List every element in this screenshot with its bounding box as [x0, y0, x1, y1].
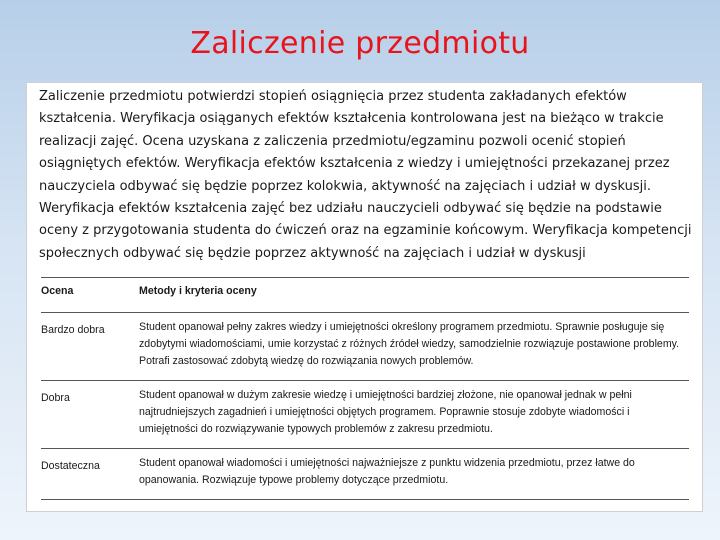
document-panel [26, 82, 703, 512]
grade-cell: Dobra [41, 381, 139, 449]
slide-title: Zaliczenie przedmiotu [190, 26, 530, 61]
table-row [41, 449, 689, 500]
header-grade: Ocena [41, 278, 139, 313]
grade-cell: Bardzo dobra [41, 313, 139, 381]
grading-table [41, 277, 689, 500]
table-header-row [41, 278, 689, 313]
criteria-cell: Student opanował wiadomości i umiejętności najważniejsze z punktu widzenia przedmiotu, przez łatwe do opanowania. Rozwiązuje typowe problemy dotyczące przedmiotu. [139, 449, 689, 500]
header-criteria: Metody i kryteria oceny [139, 278, 689, 313]
table-row [41, 313, 689, 381]
table-row [41, 381, 689, 449]
criteria-cell: Student opanował pełny zakres wiedzy i umiejętności określony programem przedmiotu. Sprawnie posługuje się zdobytymi wiadomościami, umie korzystać z różnych źródeł wiedzy, samodzielnie rozwiązuje postawione problemy. Potrafi zastosować zdobytą wiedzę do rozwiązania nowych problemów. [139, 313, 689, 381]
criteria-cell: Student opanował w dużym zakresie wiedzę i umiejętności bardziej złożone, nie opanował jednak w pełni najtrudniejszych zagadnień i umiejętności objętych programem. Poprawnie stosuje zdobyte wiadomości i umiejętności do rozwiązywanie typowych problemów z zakresu przedmiotu. [139, 381, 689, 449]
grade-cell: Dostateczna [41, 449, 139, 500]
intro-paragraph: Zaliczenie przedmiotu potwierdzi stopień osiągnięcia przez studenta zakładanych efektów kształcenia. Weryfikacja osiąganych efektów kształcenia kontrolowana jest na bieżąco w trakcie realizacji zajęć. Ocena uzyskana z zaliczenia przedmiotu/egzaminu pozwoli ocenić stopień osiągniętych efektów. Weryfikacja efektów kształcenia z wiedzy i umiejętności przekazanej przez nauczyciela odbywać się będzie poprzez kolokwia, aktywność na zajęciach i udział w dyskusji. Weryfikacja efektów kształcenia zajęć bez udziału nauczycieli odbywać się będzie na podstawie oceny z przygotowania studenta do ćwiczeń oraz na egzaminie końcowym. Weryfikacja kompetencji społecznych odbywać się będzie poprzez aktywność na zajęciach i udział w dyskusji [39, 89, 692, 261]
